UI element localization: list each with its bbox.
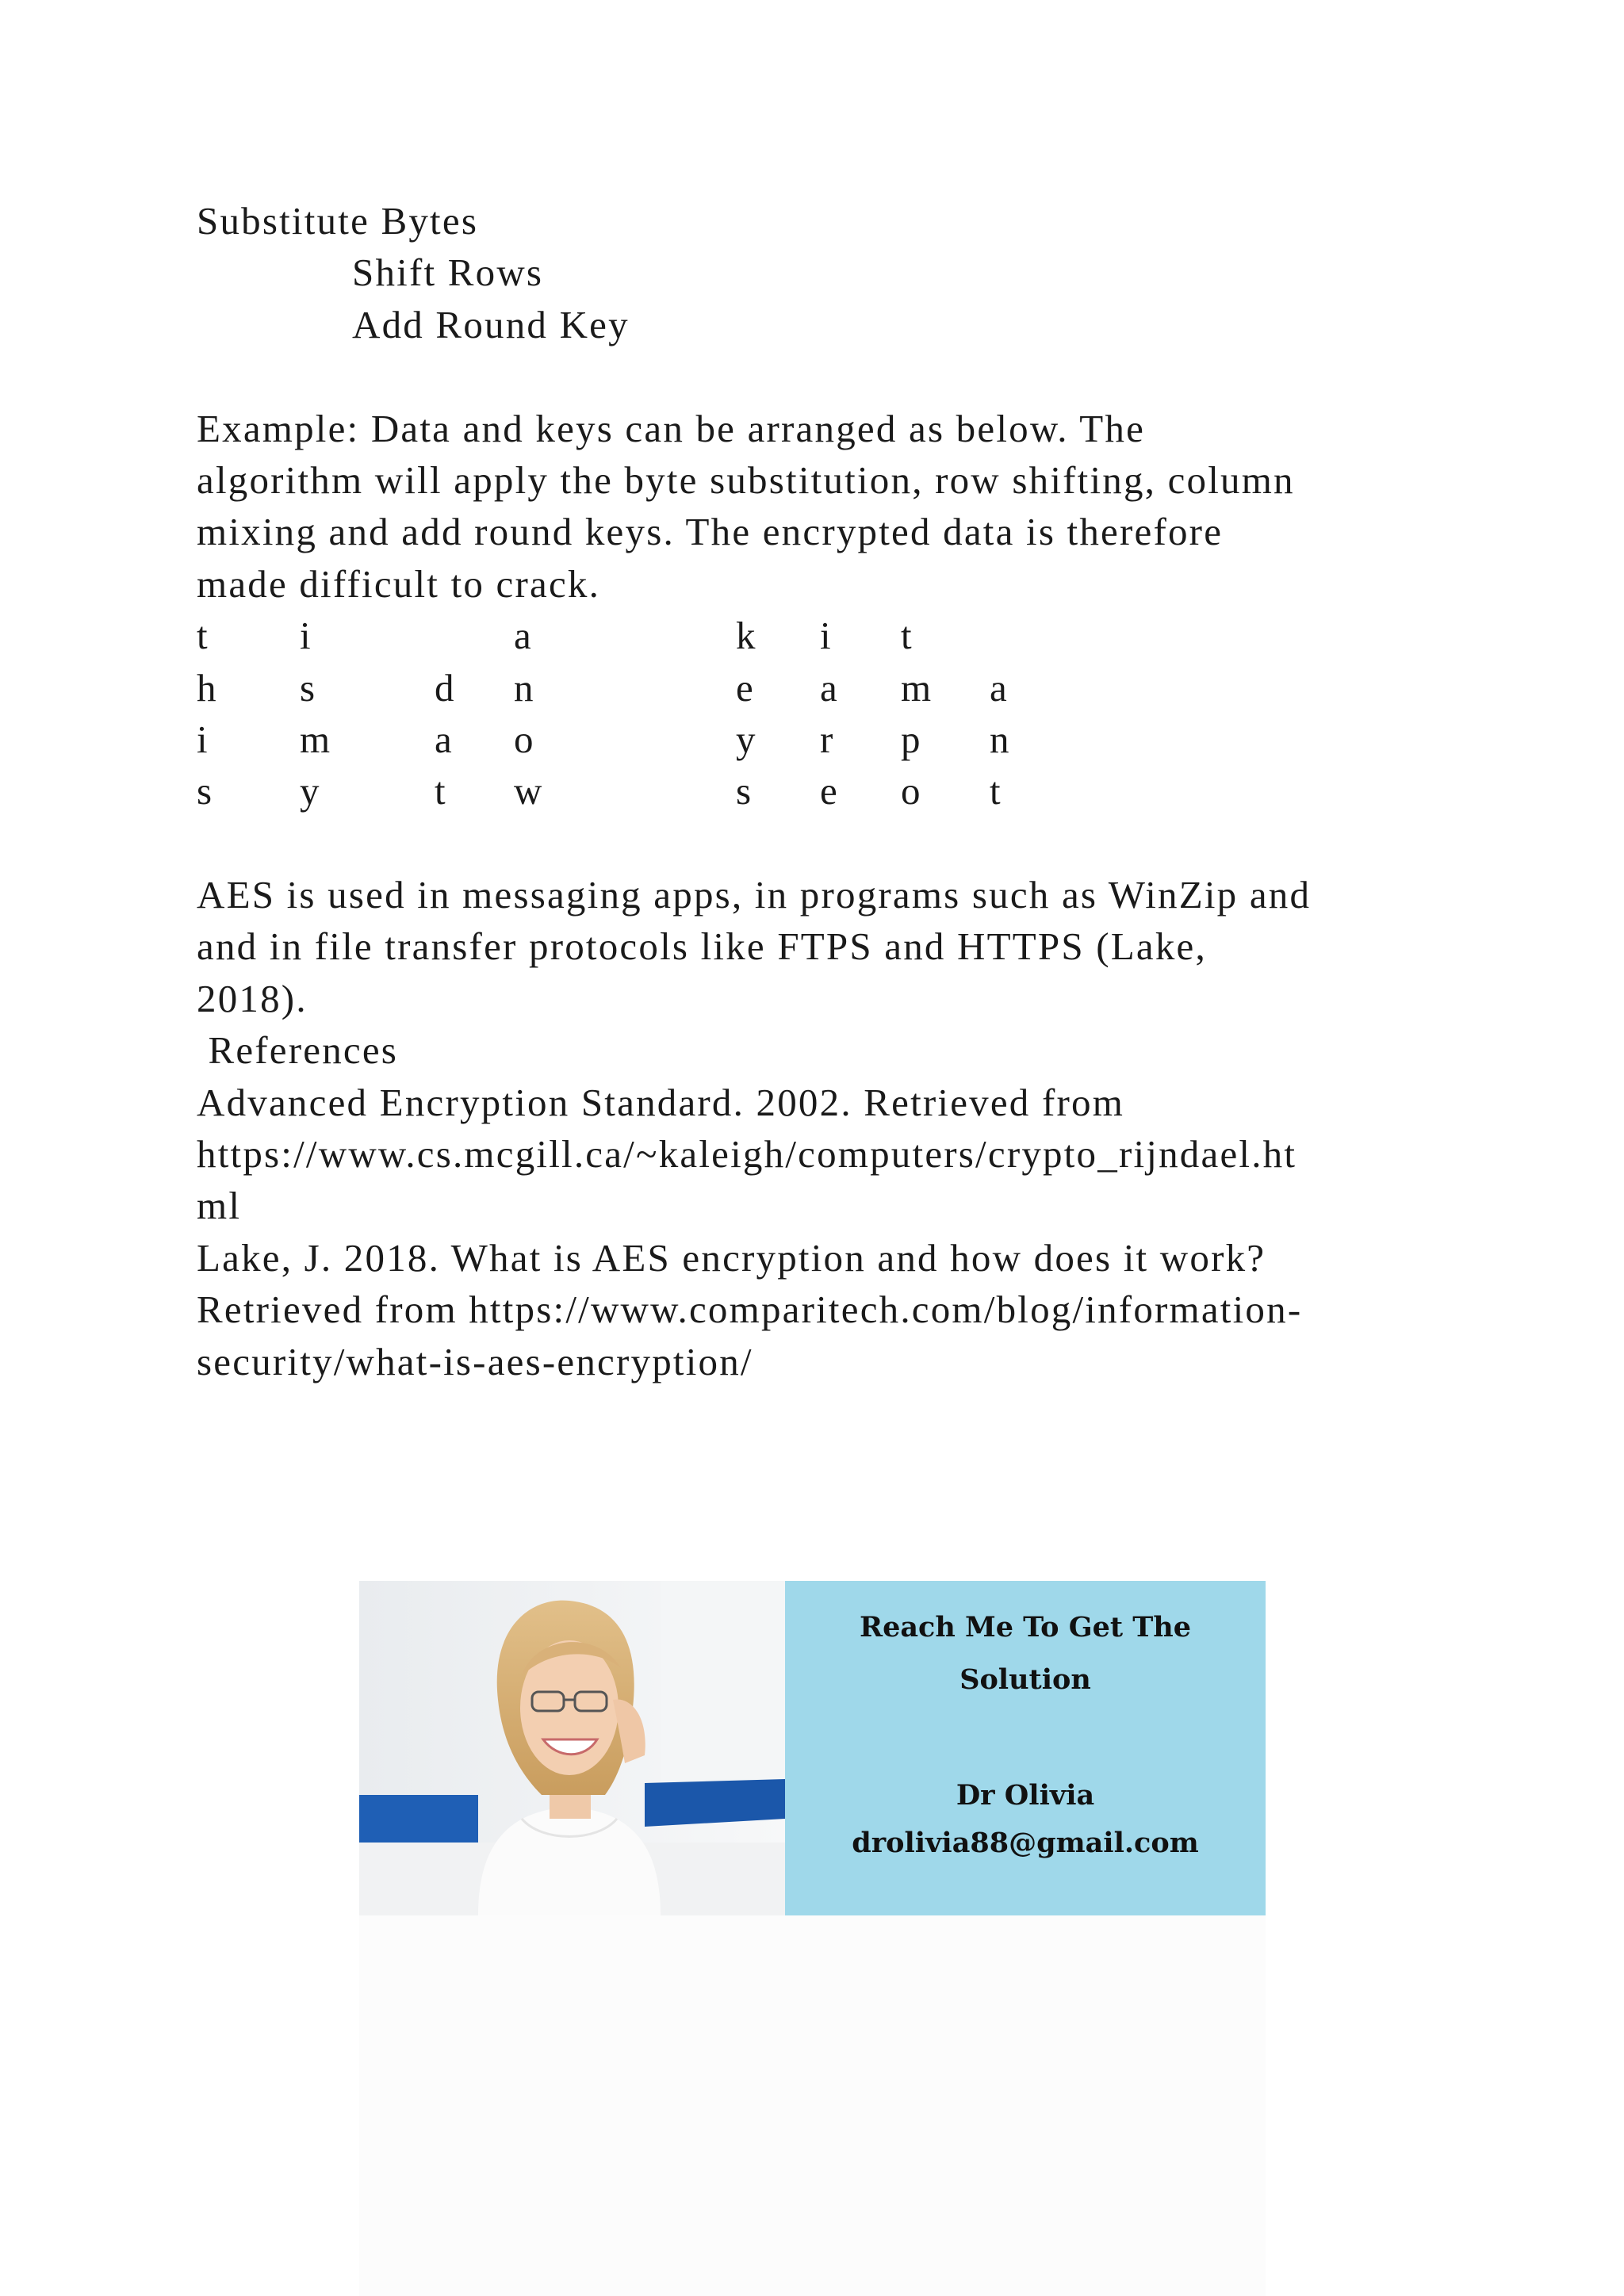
- contact-banner: [359, 1581, 1266, 1915]
- letter-grid: [197, 610, 1465, 817]
- banner-shadow: [359, 1915, 1266, 2296]
- example-line-2: algorithm will apply the byte substitution, row shifting, column: [197, 457, 1295, 502]
- reference-url-2-cont[interactable]: security/what-is-aes-encryption/: [197, 1339, 753, 1383]
- reference-url-2[interactable]: Retrieved from https://www.comparitech.com/blog/information-: [197, 1288, 1303, 1332]
- grid-cell: d: [435, 665, 454, 710]
- example-line-3: mixing and add round keys. The encrypted data is therefore: [197, 510, 1224, 554]
- grid-cell: n: [990, 717, 1009, 761]
- reference-url-1-cont[interactable]: ml: [197, 1184, 242, 1228]
- grid-row: [197, 765, 1465, 817]
- reference-url-1[interactable]: https://www.cs.mcgill.ca/~kaleigh/computers/crypto_rijndael.ht: [197, 1132, 1297, 1177]
- step-shift-rows: Shift Rows: [352, 251, 544, 295]
- grid-cell: e: [820, 769, 837, 813]
- grid-cell: a: [514, 614, 531, 658]
- document-body: [197, 195, 1465, 1387]
- usage-line-1: AES is used in messaging apps, in programs such as WinZip and: [197, 873, 1312, 917]
- grid-cell: m: [901, 665, 932, 710]
- grid-cell: t: [990, 769, 1001, 813]
- usage-line-3: 2018).: [197, 976, 308, 1020]
- grid-cell: t: [197, 614, 208, 658]
- spacer: [197, 350, 1465, 402]
- cta-line-1: Reach Me To Get The: [859, 1611, 1191, 1644]
- grid-cell: t: [435, 769, 446, 813]
- grid-cell: a: [990, 665, 1007, 710]
- grid-cell: m: [300, 717, 331, 761]
- grid-cell: n: [514, 665, 534, 710]
- reference-line-1: Advanced Encryption Standard. 2002. Retrieved from: [197, 1080, 1125, 1124]
- grid-cell: s: [300, 665, 316, 710]
- reference-line-2: Lake, J. 2018. What is AES encryption and how does it work?: [197, 1235, 1266, 1280]
- grid-cell: i: [300, 614, 311, 658]
- grid-cell: p: [901, 717, 921, 761]
- grid-cell: o: [901, 769, 921, 813]
- grid-cell: t: [901, 614, 912, 658]
- grid-cell: r: [820, 717, 833, 761]
- grid-cell: y: [300, 769, 320, 813]
- grid-cell: k: [736, 614, 756, 658]
- grid-cell: y: [736, 717, 756, 761]
- grid-cell: s: [197, 769, 213, 813]
- grid-cell: i: [820, 614, 831, 658]
- grid-cell: o: [514, 717, 534, 761]
- woman-photo: [359, 1581, 785, 1915]
- grid-cell: a: [820, 665, 837, 710]
- example-line-4: made difficult to crack.: [197, 561, 601, 606]
- example-line-1: Example: Data and keys can be arranged as below. The: [197, 406, 1146, 450]
- grid-cell: s: [736, 769, 752, 813]
- grid-row: [197, 714, 1465, 765]
- contact-email[interactable]: drolivia88@gmail.com: [852, 1827, 1199, 1859]
- grid-row: [197, 610, 1465, 661]
- spacer: [197, 817, 1465, 869]
- references-heading: References: [197, 1028, 399, 1073]
- grid-cell: h: [197, 665, 216, 710]
- contact-name: Dr Olivia: [956, 1779, 1095, 1812]
- grid-cell: w: [514, 769, 542, 813]
- grid-cell: e: [736, 665, 753, 710]
- step-substitute-bytes: Substitute Bytes: [197, 199, 479, 243]
- grid-row: [197, 662, 1465, 714]
- usage-line-2: and in file transfer protocols like FTPS and HTTPS (Lake,: [197, 924, 1207, 969]
- step-add-round-key: Add Round Key: [352, 302, 630, 346]
- cta-line-2: Solution: [959, 1663, 1091, 1696]
- grid-cell: a: [435, 717, 452, 761]
- contact-panel: [785, 1581, 1266, 1915]
- grid-cell: i: [197, 717, 208, 761]
